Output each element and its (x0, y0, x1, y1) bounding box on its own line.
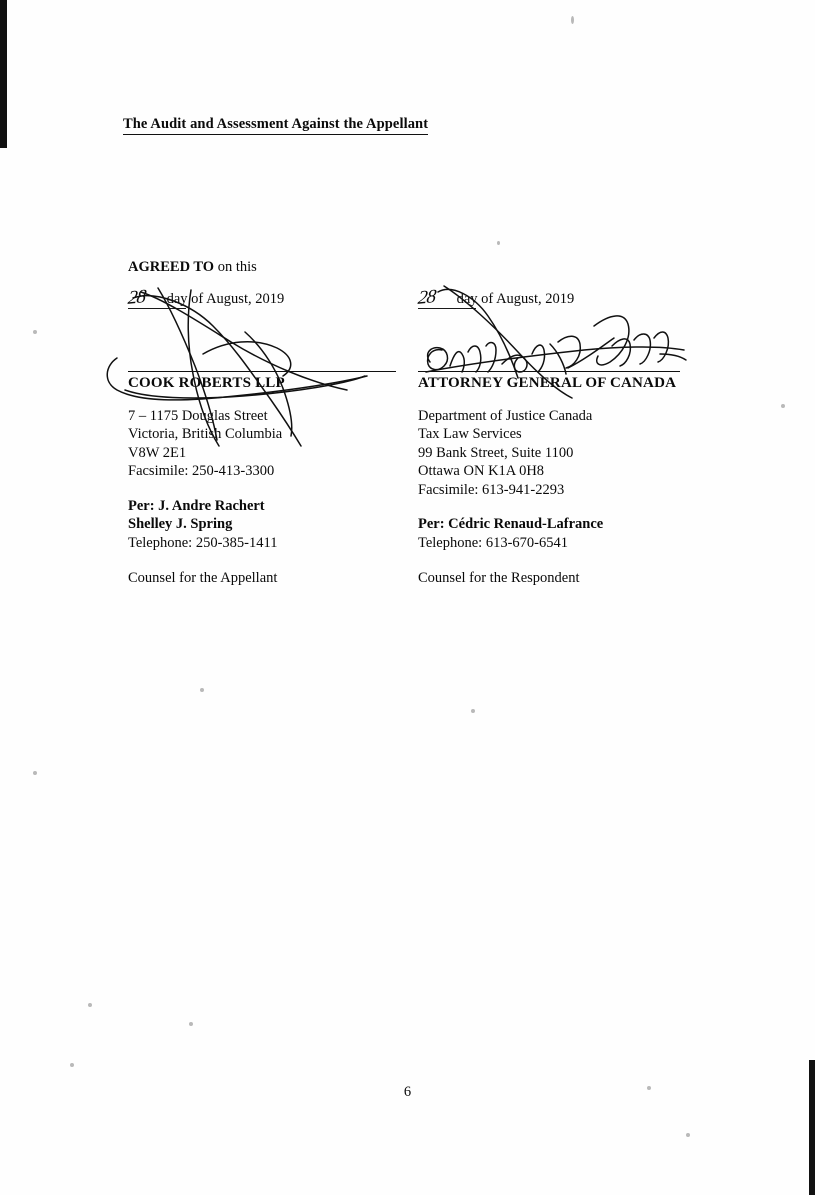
respondent-date-underline (418, 308, 476, 309)
respondent-address-line: Department of Justice Canada (418, 407, 593, 424)
respondent-date-line (416, 286, 718, 315)
scan-speck (33, 771, 37, 775)
scan-speck (88, 1003, 92, 1007)
appellant-address-line: Facsimile: 250-413-3300 (128, 463, 275, 479)
appellant-date-line (126, 286, 408, 315)
respondent-address (418, 407, 718, 500)
appellant-per-line: Per: J. Andre Rachert (128, 497, 265, 514)
appellant-signature-rule (128, 371, 396, 372)
appellant-date-text: day of August, 2019 (166, 291, 285, 307)
scan-speck (33, 330, 37, 334)
appellant-contact-block (128, 497, 408, 553)
agreed-to-suffix: on this (217, 259, 257, 275)
respondent-address-line: Ottawa ON K1A 0H8 (418, 463, 545, 479)
scan-speck (686, 1133, 690, 1137)
scan-speck (571, 16, 574, 24)
respondent-telephone: Telephone: 613-670-6541 (418, 534, 568, 551)
respondent-signature-rule (418, 371, 680, 372)
respondent-party-name: ATTORNEY GENERAL OF CANADA (418, 375, 677, 391)
agreed-to-line (128, 259, 257, 276)
section-heading: The Audit and Assessment Against the Appellant (123, 116, 428, 135)
appellant-firm-name: COOK ROBERTS LLP (128, 375, 285, 391)
appellant-address-line: V8W 2E1 (128, 444, 187, 461)
agreed-to-label: AGREED TO (128, 259, 215, 275)
respondent-signature-block (416, 286, 718, 588)
appellant-signature-block (126, 286, 408, 588)
appellant-address-line: 7 – 1175 Douglas Street (128, 407, 268, 424)
respondent-handwritten-date: 28 (416, 286, 437, 309)
scan-speck (200, 688, 204, 692)
appellant-handwritten-date: 28 (126, 286, 147, 309)
respondent-address-line: Tax Law Services (418, 426, 522, 442)
appellant-address-line: Victoria, British Columbia (128, 426, 283, 442)
respondent-date-text: day of August, 2019 (456, 291, 575, 307)
scan-edge-artifact-right (809, 1060, 815, 1195)
page-number: 6 (403, 1084, 412, 1100)
scan-speck (781, 404, 785, 408)
scan-speck (70, 1063, 74, 1067)
scan-speck (189, 1022, 193, 1026)
respondent-address-line: 99 Bank Street, Suite 1100 (418, 444, 574, 461)
appellant-date-underline (128, 308, 186, 309)
appellant-second-name: Shelley J. Spring (128, 516, 233, 532)
scan-speck (497, 241, 500, 245)
appellant-address (128, 407, 408, 481)
appellant-counsel-role: Counsel for the Appellant (128, 570, 278, 586)
scan-edge-artifact-left (0, 0, 7, 148)
respondent-address-line: Facsimile: 613-941-2293 (418, 481, 565, 498)
scan-speck (471, 709, 475, 713)
appellant-telephone: Telephone: 250-385-1411 (128, 534, 278, 551)
respondent-per-line: Per: Cédric Renaud-Lafrance (418, 516, 604, 532)
respondent-counsel-role: Counsel for the Respondent (418, 570, 580, 586)
respondent-contact-block (418, 515, 718, 552)
